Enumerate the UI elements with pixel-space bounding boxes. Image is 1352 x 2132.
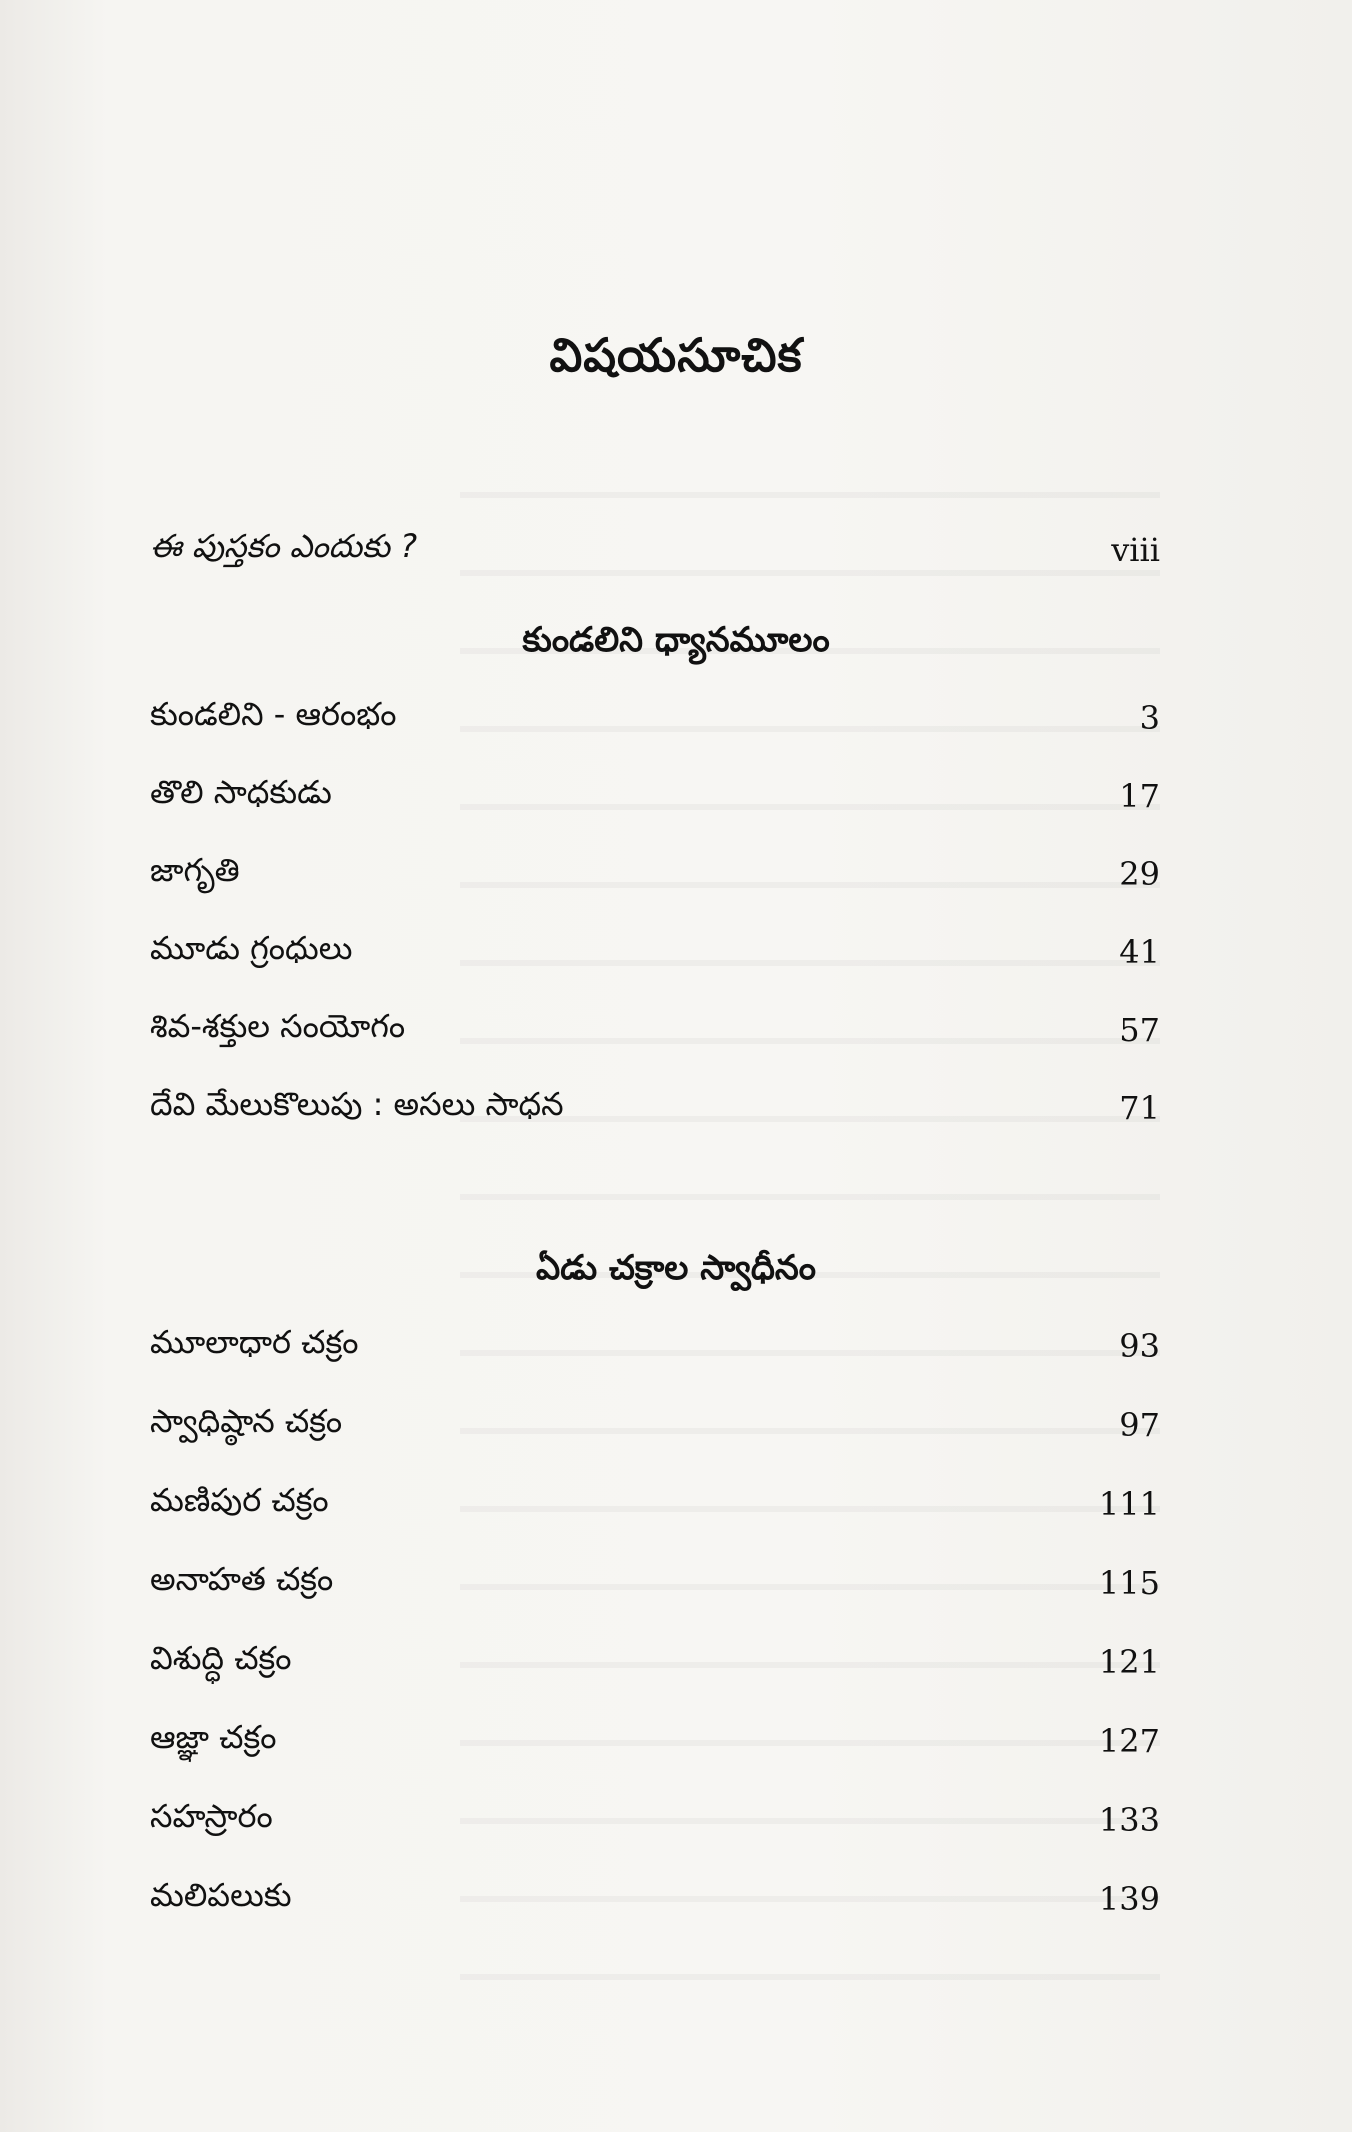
toc-entry-label: స్వాధిష్ఠాన చక్రం bbox=[150, 1402, 343, 1440]
toc-entry-page: 127 bbox=[1098, 1722, 1160, 1760]
toc-entry-label: విశుద్ధి చక్రం bbox=[150, 1639, 292, 1677]
toc-entry bbox=[150, 924, 1160, 980]
toc-entry-page: 115 bbox=[1098, 1564, 1160, 1602]
toc-entry-label: ఆజ్ఞా చక్రం bbox=[150, 1718, 277, 1756]
toc-entry-label: కుండలిని - ఆరంభం bbox=[150, 695, 397, 733]
toc-entry-page: 133 bbox=[1098, 1801, 1160, 1839]
toc-entry-label: మణిపుర చక్రం bbox=[150, 1481, 329, 1519]
toc-entry bbox=[150, 1476, 1160, 1532]
toc-entry bbox=[150, 1397, 1160, 1453]
toc-entry-label: మూలాధార చక్రం bbox=[150, 1323, 359, 1361]
toc-entry-page: 121 bbox=[1098, 1643, 1160, 1681]
toc-entry-label: శివ-శక్తుల సంయోగం bbox=[150, 1007, 406, 1045]
toc-entry-label: మూడు గ్రంధులు bbox=[150, 929, 353, 967]
toc-entry bbox=[150, 1792, 1160, 1848]
toc-entry-page: 93 bbox=[1119, 1327, 1160, 1365]
toc-entry-preface bbox=[150, 522, 1160, 578]
toc-entry-page: 29 bbox=[1119, 855, 1160, 893]
toc-entry-label: సహస్రారం bbox=[150, 1797, 273, 1835]
toc-entry bbox=[150, 1002, 1160, 1058]
toc-entry-page: 71 bbox=[1119, 1089, 1160, 1127]
toc-entry bbox=[150, 846, 1160, 902]
toc-entry-label: ఈ పుస్తకం ఎందుకు ? bbox=[150, 527, 418, 565]
toc-entry-page: 17 bbox=[1119, 777, 1160, 815]
toc-entry bbox=[150, 1318, 1160, 1374]
section-heading-2: ఏడు చక్రాల స్వాధీనం bbox=[536, 1248, 816, 1288]
toc-entry bbox=[150, 1713, 1160, 1769]
toc-entry-page: 139 bbox=[1098, 1880, 1160, 1918]
toc-entry bbox=[150, 1634, 1160, 1690]
toc-entry bbox=[150, 690, 1160, 746]
toc-entry-label: అనాహత చక్రం bbox=[150, 1560, 334, 1598]
toc-entry bbox=[150, 1080, 1160, 1136]
toc-entry bbox=[150, 768, 1160, 824]
toc-entry-page: viii bbox=[1111, 531, 1160, 569]
toc-entry bbox=[150, 1555, 1160, 1611]
toc-entry-label: తొలి సాధకుడు bbox=[150, 773, 332, 811]
toc-entry-label: జాగృతి bbox=[150, 851, 240, 889]
section-heading-1: కుండలిని ధ్యానమూలం bbox=[522, 620, 830, 660]
toc-entry-label: దేవి మేలుకొలుపు : అసలు సాధన bbox=[150, 1085, 564, 1123]
toc-entry-label: మలిపలుకు bbox=[150, 1876, 292, 1914]
toc-entry-page: 3 bbox=[1139, 699, 1160, 737]
toc-entry-page: 41 bbox=[1119, 933, 1160, 971]
toc-entry-page: 111 bbox=[1098, 1485, 1160, 1523]
toc-entry-page: 97 bbox=[1119, 1406, 1160, 1444]
toc-entry-page: 57 bbox=[1119, 1011, 1160, 1049]
page-title: విషయసూచిక bbox=[549, 328, 803, 382]
toc-entry bbox=[150, 1871, 1160, 1927]
